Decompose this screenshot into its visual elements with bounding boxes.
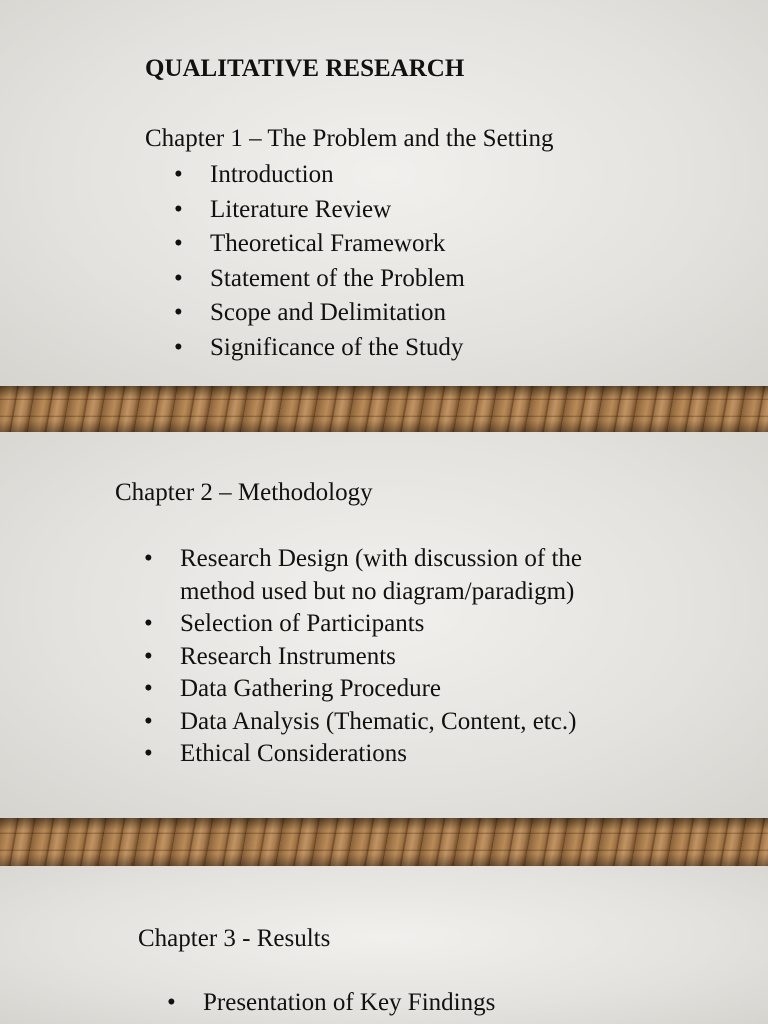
list-item [144, 673, 644, 706]
bullet-icon: • [144, 707, 153, 735]
list-item-text: Ethical Considerations [180, 740, 408, 767]
bullet-icon: • [144, 642, 153, 670]
list-item [144, 641, 644, 674]
bullet-icon: • [174, 333, 183, 361]
list-item [174, 158, 734, 193]
list-item-text: Presentation of Key Findings [203, 989, 496, 1016]
list-item-text: Theoretical Framework [210, 230, 446, 258]
list-item-text: Literature Review [210, 195, 392, 223]
bullet-icon: • [144, 545, 153, 572]
bullet-icon: • [174, 161, 183, 188]
slide-1 [0, 0, 768, 386]
list-item-text: Research Design (with discussion of the method used but no diagram/paradigm) [180, 545, 583, 605]
list-item-text: Data Gathering Procedure [180, 675, 441, 702]
list-item [167, 987, 727, 1019]
list-item-text: Introduction [210, 161, 334, 188]
list-item [144, 738, 644, 771]
list-item [174, 262, 734, 297]
chapter-1-list [174, 158, 734, 366]
bullet-icon: • [174, 299, 183, 327]
bullet-icon: • [167, 989, 176, 1016]
list-item [144, 608, 644, 641]
bullet-icon: • [144, 610, 153, 637]
bullet-icon: • [174, 195, 183, 223]
chapter-2-heading: Chapter 2 – Methodology [115, 479, 373, 506]
chapter-2-list [144, 543, 644, 771]
list-item [144, 543, 644, 608]
bullet-icon: • [174, 264, 183, 292]
list-item-text: Data Analysis (Thematic, Content, etc.) [180, 707, 577, 735]
list-item-text: Selection of Participants [180, 610, 425, 637]
chapter-3-heading: Chapter 3 - Results [138, 925, 331, 952]
bullet-icon: • [144, 675, 153, 702]
list-item [144, 706, 644, 739]
list-item [174, 227, 734, 262]
chapter-3-list [167, 987, 727, 1019]
list-item [174, 193, 734, 228]
list-item-text: Research Instruments [180, 642, 396, 670]
list-item [174, 296, 734, 331]
bullet-icon: • [174, 230, 183, 258]
list-item-text: Scope and Delimitation [210, 299, 447, 327]
list-item-text: Significance of the Study [210, 333, 464, 361]
list-item [174, 331, 734, 366]
wood-floor-divider [0, 386, 768, 432]
wood-floor-divider [0, 818, 768, 866]
document-title: QUALITATIVE RESEARCH [145, 55, 465, 82]
bullet-icon: • [144, 740, 153, 767]
chapter-1-heading: Chapter 1 – The Problem and the Setting [145, 125, 554, 152]
list-item-text: Statement of the Problem [210, 264, 465, 292]
